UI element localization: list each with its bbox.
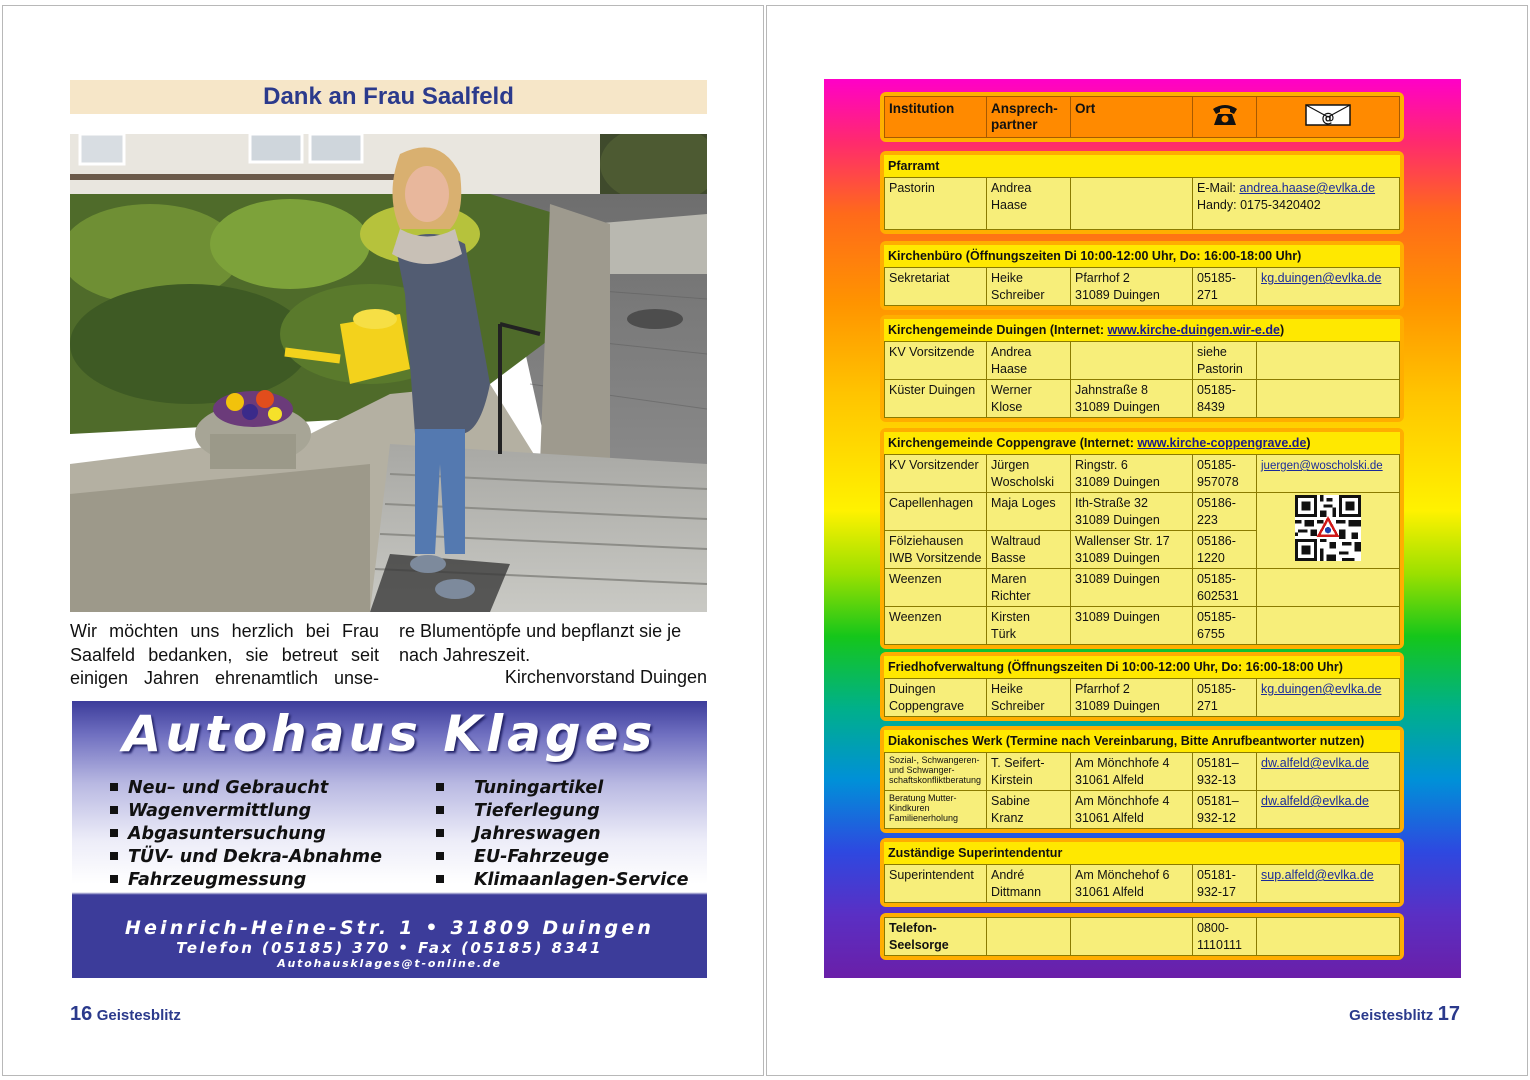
cell-phone: 05185- 271 [1193,679,1257,717]
page-number: 16 [70,1003,93,1025]
cell-institution: Beratung Mutter-Kindkuren Familienerholung [885,791,987,829]
section-title: Diakonisches Werk (Termine nach Vereinbarung, Bitte Anrufbeantworter nutzen) [884,730,1400,752]
cell-mail [1257,791,1400,829]
header-contact: Ansprech-partner [987,97,1071,138]
footer-left [70,1003,181,1026]
section-kirchenbuero [880,241,1404,310]
cell-institution: Telefon- Seelsorge [885,918,987,956]
ad-service-item: Neu– und Gebraucht [110,777,382,800]
cell-contact: Waltraud Basse [987,531,1071,569]
cell-phone: 05185- 602531 [1193,569,1257,607]
section-kirchengemeinde-duingen [880,315,1404,422]
section-kirchengemeinde-coppengrave [880,428,1404,649]
mobile-phone: Handy: 0175-3420402 [1197,197,1321,212]
cell-mail [1257,865,1400,903]
article-signature: Kirchenvorstand Duingen [504,667,707,687]
contact-directory [824,79,1461,978]
cell-phone: 05185- 6755 [1193,607,1257,645]
cell-institution: Pastorin [885,178,987,230]
cell-place: Jahnstraße 8 31089 Duingen [1071,380,1193,418]
cell-institution: KV Vorsitzende [885,342,987,380]
cell-institution: Küster Duingen [885,380,987,418]
ad-service-item: Fahrzeugmessung [110,869,382,892]
ad-services-left [110,777,382,892]
square-bullet-icon [436,829,444,837]
advertisement-autohaus-klages [72,701,707,978]
cell-place: Wallenser Str. 17 31089 Duingen [1071,531,1193,569]
section-title: Kirchengemeinde Coppengrave (Internet: www.kirche-coppengrave.de) [884,432,1400,454]
square-bullet-icon [110,875,118,883]
ad-service-item: Wagenvermittlung [110,800,382,823]
email-link[interactable]: andrea.haase@evlka.de [1239,181,1376,195]
section-title: Pfarramt [884,155,1400,177]
directory-header [880,92,1404,142]
cell-contact: Andrea Haase [987,178,1071,230]
article-text-column-2: re Blumentöpfe und bepflanzt sie je nach Jahreszeit. [399,621,682,665]
cell-phone: 05181- 932-17 [1193,865,1257,903]
cell-institution: Capellenhagen [885,493,987,531]
square-bullet-icon [110,852,118,860]
photo-woman-watering-flowers [70,134,707,612]
cell-place [1071,342,1193,380]
cell-place [1071,918,1193,956]
cell-contact-info [1193,178,1400,230]
page-number: 17 [1437,1003,1460,1025]
cell-place: Am Mönchhofe 4 31061 Alfeld [1071,753,1193,791]
telephone-icon [1211,103,1239,127]
cell-contact: Kirsten Türk [987,607,1071,645]
cell-contact: Andrea Haase [987,342,1071,380]
cell-phone: 05185- 8439 [1193,380,1257,418]
cell-phone: 0800- 1110111 [1193,918,1257,956]
ad-service-item: Jahreswagen [436,823,689,846]
ad-service-item: TÜV- und Dekra-Abnahme [110,846,382,869]
cell-phone: 05186- 1220 [1193,531,1257,569]
email-link[interactable]: sup.alfeld@evlka.de [1261,868,1374,882]
cell-place: Pfarrhof 2 31089 Duingen [1071,679,1193,717]
ad-address: Heinrich-Heine-Str. 1 • 31809 Duingen [124,917,655,939]
section-title: Kirchenbüro (Öffnungszeiten Di 10:00-12:00 Uhr, Do: 16:00-18:00 Uhr) [884,245,1400,267]
cell-place: 31089 Duingen [1071,569,1193,607]
email-label: E-Mail: [1197,181,1240,195]
ad-phone-fax: Telefon (05185) 370 • Fax (05185) 8341 [176,939,603,957]
footer-right [1349,1003,1460,1026]
cell-phone: 05181– 932-12 [1193,791,1257,829]
cell-mail [1257,455,1400,493]
section-superintendentur [880,838,1404,907]
cell-contact: Jürgen Woscholski [987,455,1071,493]
cell-institution: KV Vorsitzender [885,455,987,493]
header-institution: Institution [885,97,987,138]
ad-service-item: Klimaanlagen-Service [436,869,689,892]
cell-contact: Maja Loges [987,493,1071,531]
cell-phone: 05185- 957078 [1193,455,1257,493]
cell-place [1071,178,1193,230]
ad-services-right [436,777,689,892]
cell-contact [987,918,1071,956]
envelope-at-icon [1305,103,1351,127]
cell-contact: Sabine Kranz [987,791,1071,829]
cell-mail [1257,569,1400,607]
cell-place: 31089 Duingen [1071,607,1193,645]
qr-code-icon [1295,495,1361,561]
cell-qr-code [1257,493,1400,569]
cell-mail [1257,679,1400,717]
email-link[interactable]: kg.duingen@evlka.de [1261,271,1382,285]
cell-phone: 05185- 271 [1193,268,1257,306]
square-bullet-icon [436,852,444,860]
ad-email: Autohausklages@t-online.de [277,957,502,970]
ad-service-item: Tieferlegung [436,800,689,823]
cell-institution: Sozial-, Schwangeren- und Schwanger-schaftskonfliktberatung [885,753,987,791]
header-mail [1257,97,1400,138]
cell-institution: Weenzen [885,607,987,645]
section-friedhofverwaltung [880,652,1404,721]
section-title: Friedhofverwaltung (Öffnungszeiten Di 10:00-12:00 Uhr, Do: 16:00-18:00 Uhr) [884,656,1400,678]
cell-mail [1257,918,1400,956]
square-bullet-icon [110,783,118,791]
cell-contact: Heike Schreiber [987,679,1071,717]
cell-mail [1257,342,1400,380]
svg-text:@: @ [1321,111,1335,126]
cell-contact: André Dittmann [987,865,1071,903]
cell-mail [1257,268,1400,306]
magazine-name: Geistesblitz [96,1007,181,1024]
cell-phone: 05186- 223 [1193,493,1257,531]
email-link[interactable]: dw.alfeld@evlka.de [1261,756,1369,770]
cell-institution: Duingen Coppengrave [885,679,987,717]
cell-mail [1257,753,1400,791]
cell-contact: Heike Schreiber [987,268,1071,306]
email-link[interactable]: dw.alfeld@evlka.de [1261,794,1369,808]
cell-institution: Weenzen [885,569,987,607]
section-diakonisches-werk [880,726,1404,833]
cell-place: Am Mönchhofe 4 31061 Alfeld [1071,791,1193,829]
cell-phone: siehe Pastorin [1193,342,1257,380]
header-phone [1193,97,1257,138]
website-link[interactable]: www.kirche-duingen.wir-e.de [1107,323,1280,337]
section-title: Zuständige Superintendentur [884,842,1400,864]
cell-mail [1257,380,1400,418]
cell-institution: Sekretariat [885,268,987,306]
cell-contact: Maren Richter [987,569,1071,607]
section-telefonseelsorge [880,913,1404,960]
square-bullet-icon [110,829,118,837]
email-link[interactable]: kg.duingen@evlka.de [1261,682,1382,696]
ad-title: Autohaus Klages [122,705,657,763]
cell-place: Ith-Straße 32 31089 Duingen [1071,493,1193,531]
square-bullet-icon [436,806,444,814]
cell-place: Ringstr. 6 31089 Duingen [1071,455,1193,493]
cell-mail [1257,607,1400,645]
cell-institution: Fölziehausen IWB Vorsitzende [885,531,987,569]
ad-service-item: Tuningartikel [436,777,689,800]
cell-institution: Superintendent [885,865,987,903]
ad-service-item: Abgasuntersuchung [110,823,382,846]
square-bullet-icon [436,783,444,791]
cell-place: Am Mönchehof 6 31061 Alfeld [1071,865,1193,903]
cell-place: Pfarrhof 2 31089 Duingen [1071,268,1193,306]
header-place: Ort [1071,97,1193,138]
article-text-column-1: Wir möchten uns herzlich bei Frau Saalfeld bedanken, sie betreut seit einigen Jahren ehrenamtlich unse- [70,621,379,688]
square-bullet-icon [110,806,118,814]
cell-phone: 05181– 932-13 [1193,753,1257,791]
article-title: Dank an Frau Saalfeld [70,80,707,114]
cell-contact: T. Seifert- Kirstein [987,753,1071,791]
ad-service-item: EU-Fahrzeuge [436,846,689,869]
section-title: Kirchengemeinde Duingen (Internet: www.kirche-duingen.wir-e.de) [884,319,1400,341]
website-link[interactable]: www.kirche-coppengrave.de [1137,436,1307,450]
email-link[interactable]: juergen@woscholski.de [1261,460,1383,472]
magazine-name: Geistesblitz [1349,1007,1434,1024]
square-bullet-icon [436,875,444,883]
cell-contact: Werner Klose [987,380,1071,418]
section-pfarramt [880,151,1404,234]
